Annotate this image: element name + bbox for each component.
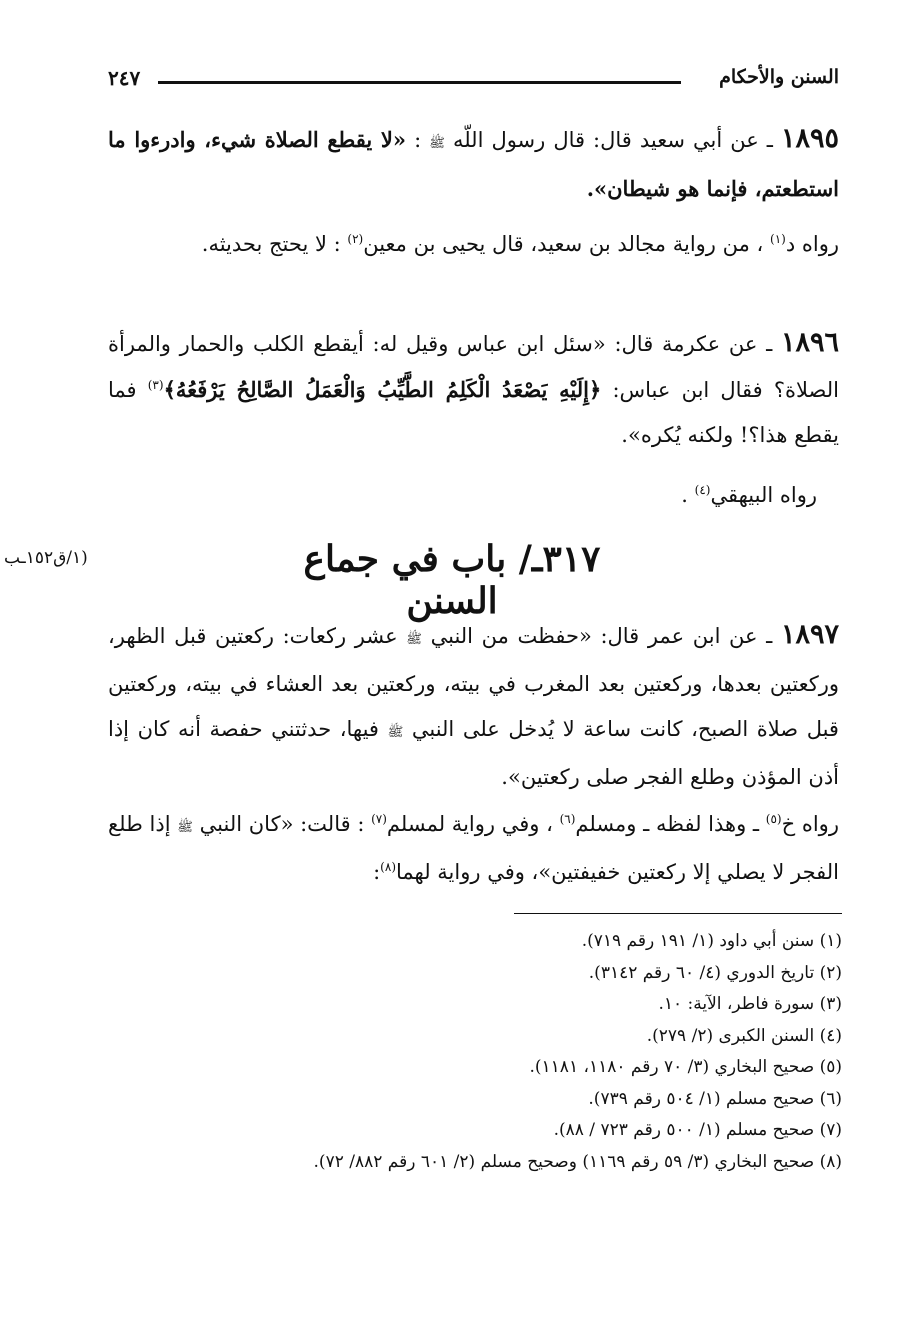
colon: : [414, 128, 422, 152]
hadith-lead: ـ عن أبي سعيد قال: قال رسول اللّه [452, 128, 773, 152]
source-text: رواه البيهقي [710, 483, 817, 507]
footnote-ref: (٦) [559, 812, 576, 826]
source-text: رواه خ [781, 812, 839, 836]
salla-symbol: ﷺ [429, 136, 445, 151]
hadith-text: عشر ركعات: ركعتين قبل الظهر، وركعتين بعدها، وركعتين بعد المغرب في بيته، وركعتين بعد العشاء في بيته، وركعتين قبل صلاة الصبح، كانت ساعة لا يُدخل على النبي [108, 624, 839, 741]
footnote-1: (١) سنن أبي داود (١/ ١٩١ رقم ٧١٩). [581, 931, 842, 951]
salla-symbol: ﷺ [177, 820, 193, 835]
quran-verse: ﴿إِلَيْهِ يَصْعَدُ الْكَلِمُ الطَّيِّبُ وَالْعَمَلُ الصَّالِحُ يَرْفَعُهُ﴾ [163, 377, 602, 402]
footnote-ref: (١) [770, 232, 786, 246]
running-header [108, 66, 839, 100]
header-rule [158, 81, 681, 84]
footnote-3: (٣) سورة فاطر، الآية: ١٠. [658, 994, 842, 1014]
hadith-number: ١٨٩٥ [780, 123, 839, 154]
source-text: ، من رواية مجالد بن سعيد، قال يحيى بن معين [363, 232, 764, 256]
footnote-ref: (٤) [694, 483, 711, 497]
footnotes [108, 926, 842, 1178]
chapter-title: ٣١٧ـ/ باب في جماع السنن [303, 538, 601, 622]
source-text: ، وفي رواية لمسلم [386, 812, 553, 836]
hadith-1896-source [108, 473, 817, 518]
footnote-ref: (٣) [147, 378, 164, 392]
source-end: : [373, 860, 381, 884]
page-number: ٢٤٧ [108, 66, 141, 90]
footnote-4: (٤) السنن الكبرى (٢/ ٢٧٩). [646, 1025, 842, 1046]
hadith-text: ـ عن ابن عمر قال: «حفظت من النبي [430, 624, 773, 648]
source-text: ـ وهذا لفظه ـ ومسلم [575, 812, 760, 836]
source-text: : لا يحتج بحديثه. [201, 232, 341, 256]
source-end: . [681, 483, 688, 507]
footnote-8: (٨) صحيح البخاري (٣/ ٥٩ رقم ١١٦٩) وصحيح مسلم (٢/ ٦٠١ رقم ٨٨٢/ ٧٢). [313, 1151, 842, 1172]
salla-symbol: ﷺ [387, 725, 404, 740]
hadith-quote: «لا يقطع الصلاة شيء، وادرءوا ما استطعتم، فإنما هو شيطان». [108, 127, 839, 201]
hadith-text: فيها، حدثتني حفصة أنه كان إذا أذن المؤذن وطلع الفجر صلى ركعتين». [108, 717, 839, 789]
source-text: إذا طلع الفجر لا يصلي إلا ركعتين خفيفتين»، وفي رواية لهما [108, 812, 839, 884]
salla-symbol: ﷺ [406, 632, 422, 647]
footnote-5: (٥) صحيح البخاري (٣/ ٧٠ رقم ١١٨٠، ١١٨١). [529, 1057, 842, 1077]
hadith-1895 [108, 116, 839, 212]
footnote-7: (٧) صحيح مسلم (١/ ٥٠٠ رقم ٧٢٣ / ٨٨). [553, 1120, 842, 1140]
hadith-1897-source [108, 802, 839, 895]
hadith-1896 [108, 320, 839, 458]
footnote-2: (٢) تاريخ الدوري (٤/ ٦٠ رقم ٣١٤٢). [588, 962, 842, 983]
footnote-ref: (٥) [765, 812, 782, 826]
hadith-1897 [108, 612, 839, 800]
hadith-1895-source [108, 222, 839, 267]
hadith-text: ـ عن عكرمة قال: «سئل ابن عباس وقيل له: أيقطع الكلب والحمار والمرأة الصلاة؟ فقال ابن عباس: [108, 332, 839, 402]
footnote-ref: (٨) [380, 860, 396, 874]
footnote-ref: (٢) [347, 232, 364, 246]
hadith-text: فما يقطع هذا؟! ولكنه يُكره». [108, 378, 839, 447]
chapter-heading [0, 538, 917, 622]
footnote-separator [514, 913, 842, 914]
manuscript-margin-note: (١/ق١٥٢ـب [4, 548, 88, 568]
hadith-number: ١٨٩٧ [780, 619, 839, 650]
footnote-ref: (٧) [371, 812, 387, 826]
footnote-6: (٦) صحيح مسلم (١/ ٥٠٤ رقم ٧٣٩). [588, 1088, 842, 1109]
header-title: السنن والأحكام [719, 66, 839, 88]
source-text: رواه د [785, 232, 839, 256]
source-text: : قالت: «كان النبي [199, 812, 365, 836]
hadith-number: ١٨٩٦ [780, 327, 839, 358]
